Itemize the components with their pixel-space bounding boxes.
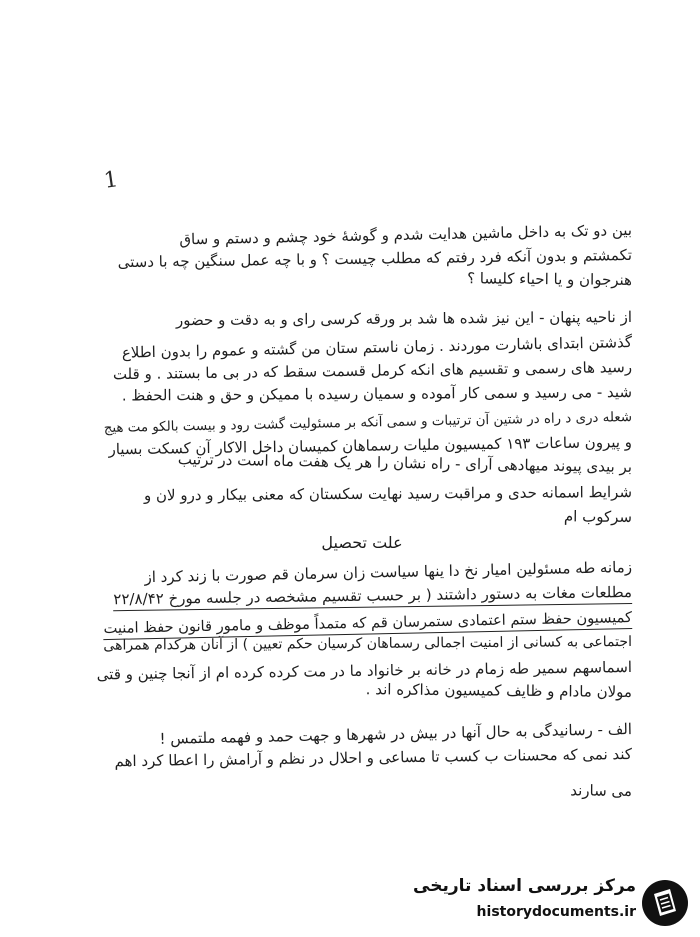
manuscript-line: تکمشتم و بدون آنکه فرد رفتم که مطلب چیست ؟ و با چه عمل سنگین چه با دستی [117, 246, 633, 272]
archive-watermark [404, 874, 694, 932]
underlined-text: مطلعات مغات به دستور داشتند ( بر حسب تقسیم مشخصه در جلسه مورخ ۲۲/۸/۴۲ [113, 583, 632, 611]
manuscript-line: بر بیدی پیوند میهادهی آرای - راه نشان را هر یک هفت ماه است در ترتیب [177, 450, 633, 476]
manuscript-line: هنرجوان و یا احیاء کلیسا ؟ [467, 269, 633, 289]
page-number: 1 [102, 167, 120, 194]
manuscript-line: از ناحیه پنهان - این نیز شده ها شد بر ورقه کرسی رای و به دقت و حضور [175, 308, 633, 330]
watermark-title: مرکز بررسی اسناد تاریخی [413, 876, 636, 896]
handwritten-letter [92, 218, 632, 804]
manuscript-line: زمانه طه مسئولین امیار نخ دا ینها سیاست زان سرمان قم صورت با زند کرد از [144, 558, 633, 587]
manuscript-line: مولان مادام و ظایف کمیسیون مذاکره اند . [365, 680, 633, 701]
manuscript-line: رسید های رسمی و تقسیم های انکه کرمل قسمت سقط که در بی ما بستند . و قلت [112, 358, 633, 384]
watermark-url: historydocuments.ir [476, 904, 636, 920]
underlined-text: کمیسیون حفظ ستم اعتمادی ستمرسان قم که متمداً موظف و مامور قانون حفظ امنیت [103, 609, 632, 640]
section-heading: علت تحصیل [321, 533, 403, 552]
manuscript-line: الف - رسانیدگی به حال آنها در بیش در شهرها و جهت حمد و فهمه ملتمس ! [159, 720, 633, 748]
manuscript-line: و پیرون ساعات ۱۹۳ کمیسیون ملیات رسماهان کمیسان داخل الاکار آن کسکت بسیار [108, 433, 633, 459]
manuscript-line: کند نمی که محسنات ب کسب تا مساعی و احلال در نظم و آرامش را اعطا کرد اهم [114, 745, 633, 771]
manuscript-line: اسماسهم سمیر طه زمام در خانه بر خانواد ما در مت کرده کرده ام از آنجا چنین و قتی [96, 658, 633, 684]
book-page-logo-icon [640, 878, 690, 928]
manuscript-line: شرایط اسمانه حدی و مراقبت رسید نهایت سکستان که معنی بیکار و درو لان و [143, 483, 633, 505]
manuscript-line: شعله دری د راه در شتین آن ترتیبات و سمی آنکه بر مسئولیت گشت رود و بیست بالکو مت هیج [103, 410, 633, 437]
manuscript-line: گذشتن ابتدای باشارت موردند . زمان ناستم ستان من گشته و عموم را بدون اطلاع [121, 333, 633, 362]
manuscript-line: سرکوب ام [563, 507, 633, 526]
manuscript-line: بین دو تک به داخل ماشین هدایت شدم و گوشۀ خود چشم و دستم و ساق [179, 221, 633, 249]
manuscript-line: اجتماعی به کسانی از امنیت اجمالی رسماهان کرسیان حکم تعیین ) از آنان هرکدام همراهی [103, 634, 633, 654]
manuscript-line: می سارند [570, 781, 633, 800]
manuscript-line: شید - می رسید و سمی کار آموده و سمیان رسیده با ممیکن و حق و هنت الحفظ . [121, 383, 633, 405]
